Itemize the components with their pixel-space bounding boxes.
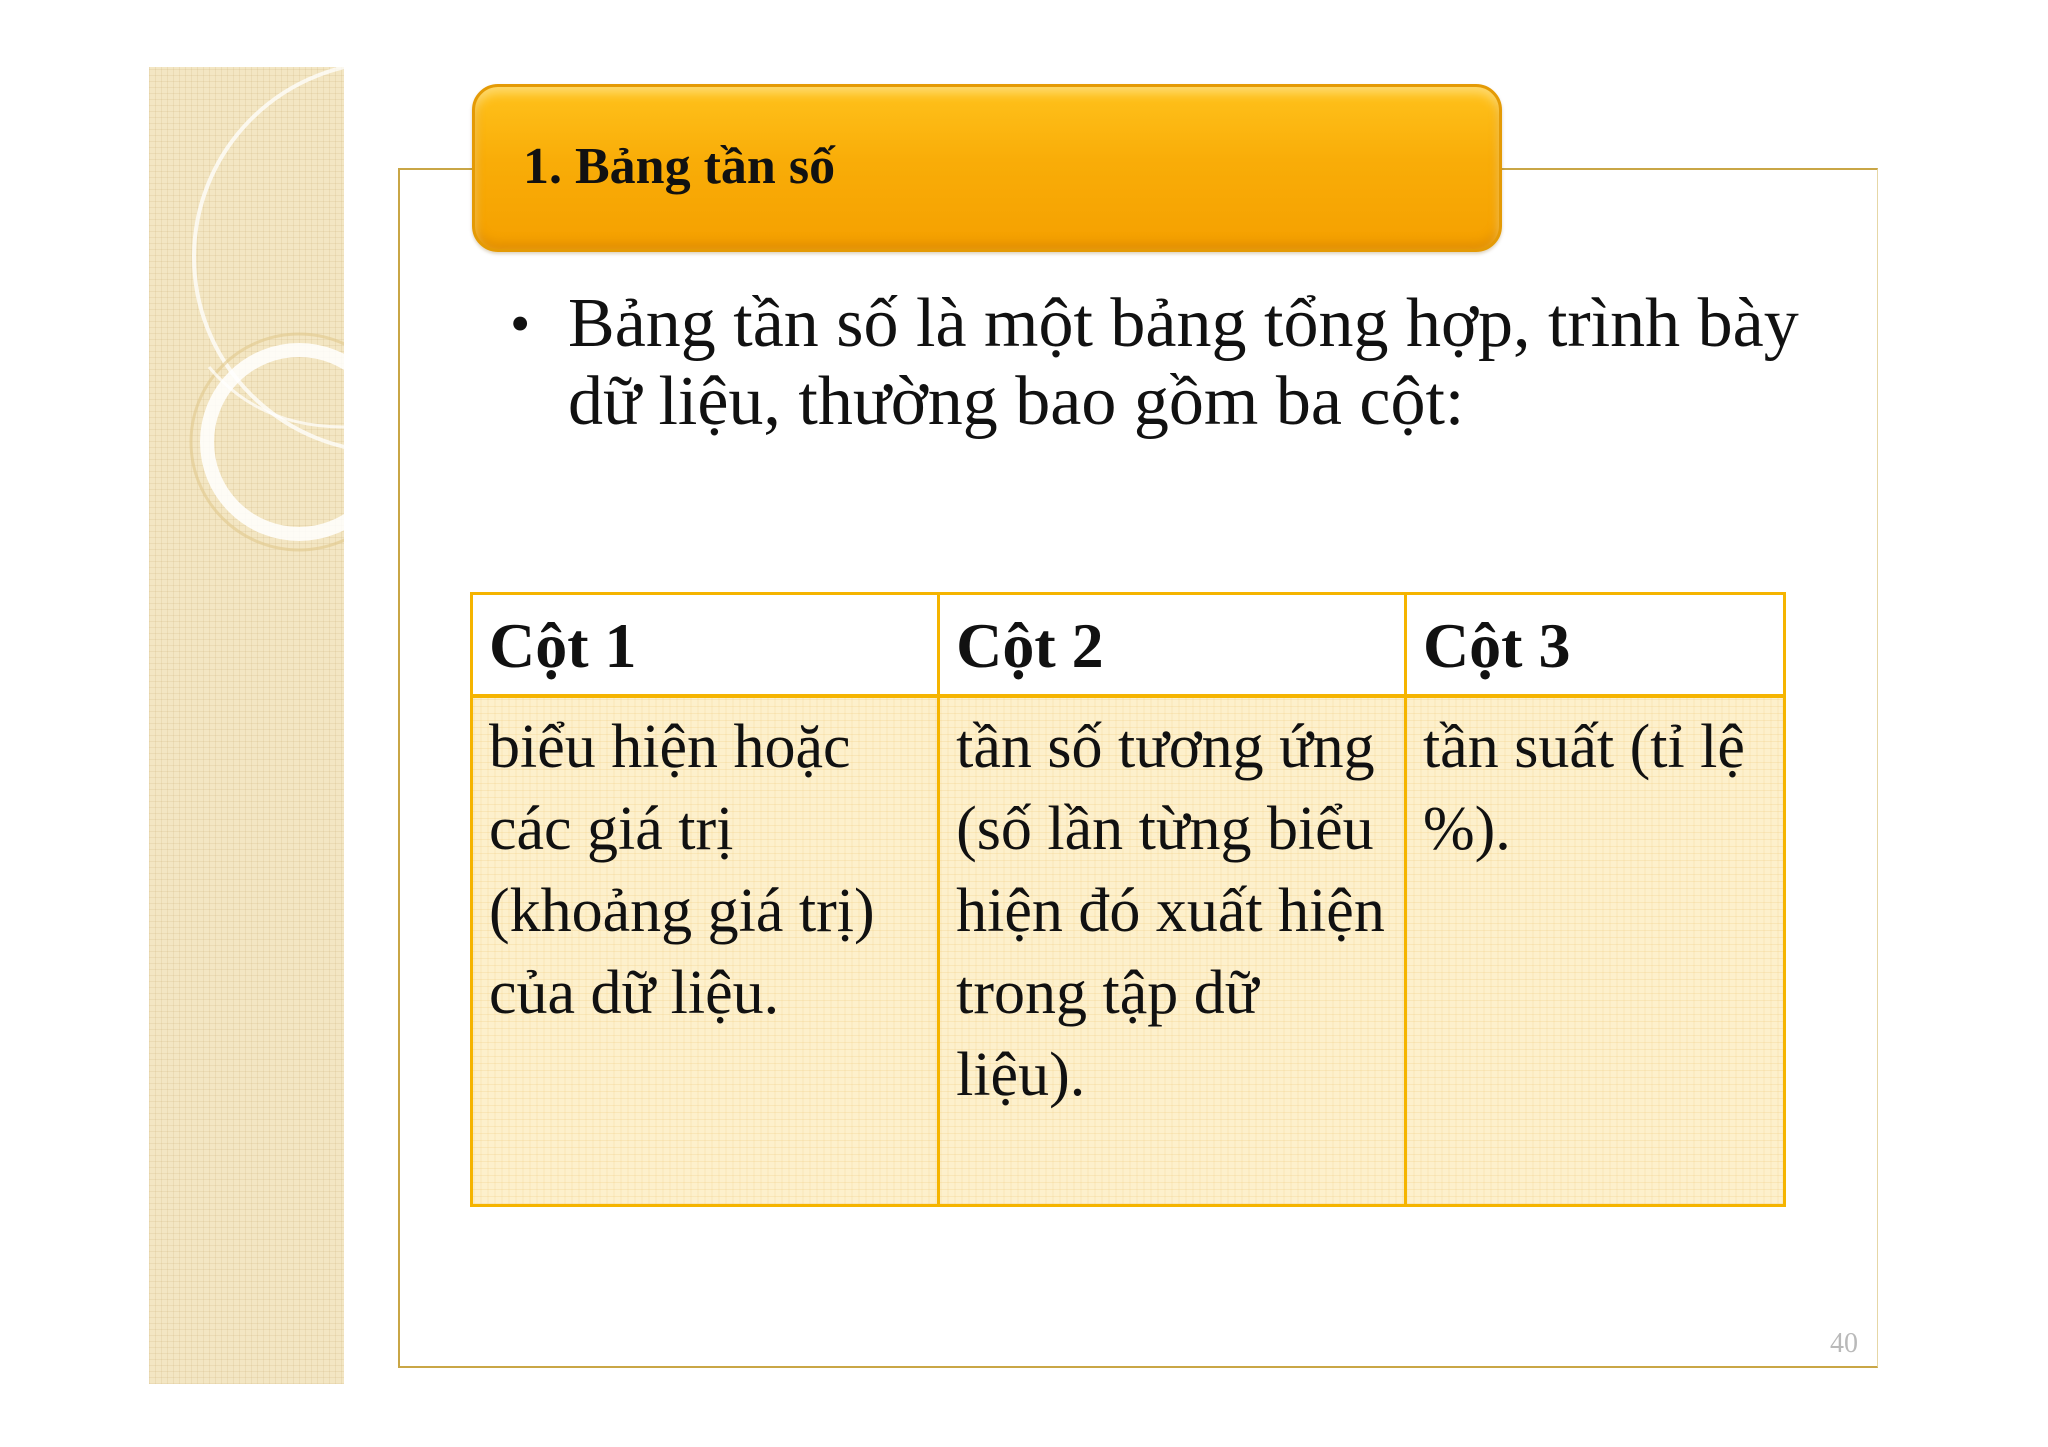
table-cell-col1: biểu hiện hoặc các giá trị (khoảng giá trị) của dữ liệu. — [472, 696, 939, 1206]
table-header-col3: Cột 3 — [1405, 594, 1784, 696]
table-row — [472, 696, 1785, 1206]
table-header-col1: Cột 1 — [472, 594, 939, 696]
table-cell-col2: tần số tương ứng (số lần từng biểu hiện đó xuất hiện trong tập dữ liệu). — [939, 696, 1406, 1206]
table-header-col2: Cột 2 — [939, 594, 1406, 696]
slide-title: 1. Bảng tần số — [523, 138, 836, 195]
frequency-table — [470, 592, 1786, 1207]
bullet-text: Bảng tần số là một bảng tổng hợp, trình bày dữ liệu, thường bao gồm ba cột: — [568, 285, 1799, 440]
page-number: 40 — [1830, 1328, 1858, 1359]
decorative-circles — [149, 67, 344, 1384]
bullet-icon: • — [510, 291, 531, 356]
title-banner — [472, 84, 1502, 252]
decorative-side-strip — [149, 67, 344, 1384]
table-header-row — [472, 594, 1785, 696]
table-cell-col3: tần suất (tỉ lệ %). — [1405, 696, 1784, 1206]
bullet-point — [510, 285, 1830, 441]
